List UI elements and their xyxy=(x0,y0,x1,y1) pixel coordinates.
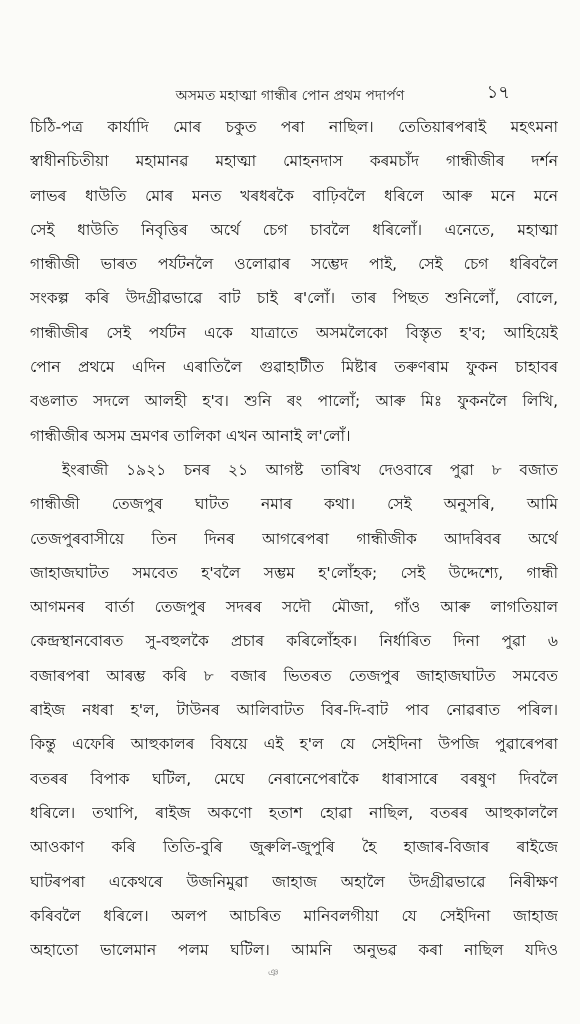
text-line: ধৰিলে। তথাপি, ৰাইজ অকণো হতাশ হোৱা নাছিল, বতৰৰ আহুকাললৈ xyxy=(30,803,558,822)
text-line: লাভৰ ধাউতি মোৰ মনত খৰধৰকৈ বাঢ়িবলৈ ধৰিলে আৰু মনে মনে xyxy=(30,186,558,205)
footer-mark: ঞ xyxy=(268,968,279,979)
text-line: বতৰৰ বিপাক ঘটিল, মেঘে নেৰানেপেৰাকৈ ধাৰাসাৰে বৰষুণ দিবলৈ xyxy=(30,769,558,788)
text-line: গান্ধীজীৰ অসম ভ্ৰমণৰ তালিকা এখন আনাই ল'লোঁ। xyxy=(30,426,351,445)
text-line: গান্ধীজী তেজপুৰ ঘাটত নমাৰ কথা। সেই অনুসৰি, আমি xyxy=(30,495,558,514)
text-line: চিঠি-পত্ৰ কাৰ্যাদি মোৰ চকুত পৰা নাছিল। তেতিয়াৰপৰাই মহৎমনা xyxy=(30,118,558,136)
text-line: বঙলাত সদলে আলহী হ'ব। শুনি ৰং পালোঁ; আৰু মিঃ ফুকনলৈ লিখি, xyxy=(30,392,558,411)
text-line: কিন্তু এফেৰি আহুকালৰ বিষয়ে এই হ'ল যে সেইদিনা উপজি পুৱাৰেপৰা xyxy=(30,735,558,754)
running-title: অসমত মহাত্মা গান্ধীৰ পোন প্ৰথম পদাৰ্পণ xyxy=(175,88,405,104)
text-line: গান্ধীজী ভাৰত পৰ্যটনলৈ ওলোৱাৰ সম্ভেদ পাই, সেই চেগ ধৰিবলৈ xyxy=(30,255,558,274)
text-line: ঘাটৰপৰা একেথৰে উজনিমুৱা জাহাজ অহালৈ উদগ্ৰীৱভাৱে নিৰীক্ষণ xyxy=(30,872,558,891)
text-line: কেন্দ্ৰস্থানবোৰত সু-বহুলকৈ প্ৰচাৰ কৰিলোঁহক। নিৰ্ধাৰিত দিনা পুৱা ৬ xyxy=(30,632,558,651)
text-line: তেজপুৰবাসীয়ে তিন দিনৰ আগৰেপৰা গান্ধীজীক আদৰিবৰ অৰ্থে xyxy=(30,529,558,548)
text-line: কৰিবলৈ ধৰিলে। অলপ আচৰিত মানিবলগীয়া যে সেইদিনা জাহাজ xyxy=(30,906,558,925)
text-line: সেই ধাউতি নিবৃত্তিৰ অৰ্থে চেগ চাবলৈ ধৰিলোঁ। এনেতে, মহাত্মা xyxy=(30,220,558,239)
text-line: গান্ধীজীৰ সেই পৰ্যটন একে যাত্ৰাতে অসমলৈকো বিস্তৃত হ'ব; আহিয়েই xyxy=(30,323,558,342)
text-line: ইংৰাজী ১৯২১ চনৰ ২১ আগষ্ট তাৰিখ দেওবাৰে পুৱা ৮ বজাত xyxy=(62,460,558,479)
text-line: অহাতো ভালেমান পলম ঘটিল। আমনি অনুভৱ কৰা নাছিল যদিও xyxy=(30,941,558,960)
text-line: আগমনৰ বাৰ্তা তেজপুৰ সদৰৰ সদৌ মৌজা, গাঁও আৰু লাগতিয়াল xyxy=(30,598,558,617)
text-line: ৰাইজ নধৰা হ'ল, টাউনৰ আলিবাটত বিৰ-দি-বাট পাব নোৱৰাত পৰিল। xyxy=(30,701,558,720)
text-line: বজাৰপৰা আৰম্ভ কৰি ৮ বজাৰ ভিতৰত তেজপুৰ জাহাজঘাটত সমবেত xyxy=(30,666,558,685)
text-line: স্বাধীনচিতীয়া মহামানৱ মহাত্মা মোহনদাস কৰমচাঁদ গান্ধীজীৰ দৰ্শন xyxy=(30,152,558,171)
page-number: ১৭ xyxy=(486,82,510,103)
text-line: পোন প্ৰথমে এদিন এৰাতিলৈ গুৱাহাটীত মিষ্টাৰ তৰুণৰাম ফুকন চাহাবৰ xyxy=(30,358,558,377)
text-line: সংকল্প কৰি উদগ্ৰীৱভাৱে বাট চাই ৰ'লোঁ। তাৰ পিছত শুনিলোঁ, বোলে, xyxy=(30,289,558,308)
text-line: আওকাণ কৰি তিতি-বুৰি জুৰুলি-জুপুৰি হৈ হাজাৰ-বিজাৰ ৰাইজে xyxy=(30,838,558,857)
body-text xyxy=(30,110,558,967)
text-line: জাহাজঘাটত সমবেত হ'বলৈ সম্ভম হ'লোঁহক; সেই উদ্দেশ্যে, গান্ধী xyxy=(30,563,558,582)
